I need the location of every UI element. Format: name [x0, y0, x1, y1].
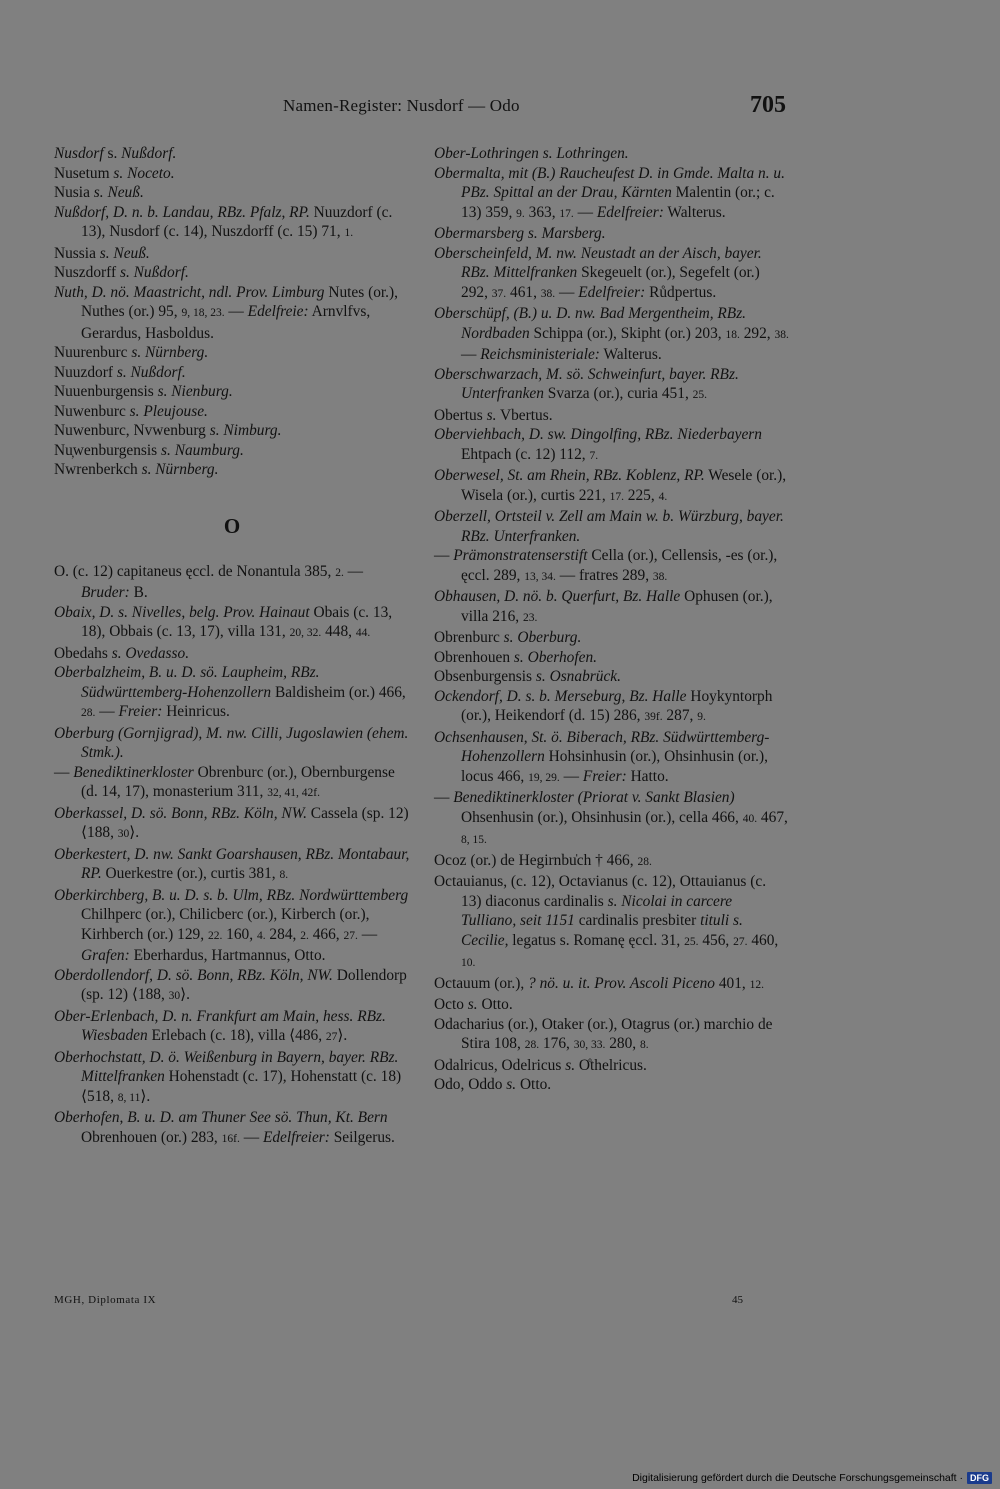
- register-entry: Oberdollendorf, D. sö. Bonn, RBz. Köln, NW. Dollendorp (sp. 12) ⟨188, 30⟩.: [54, 966, 407, 1003]
- register-entry: Octauum (or.), ? nö. u. it. Prov. Ascoli Piceno 401, 12.: [434, 974, 764, 992]
- register-entry: O. (c. 12) capitaneus ęccl. de Nonantula 385, 2. — Bruder: B.: [54, 562, 364, 601]
- register-entry: — Benediktinerkloster Obrenburc (or.), Obernburgense (d. 14, 17), monasterium 311, 32, 41, 42f.: [54, 763, 395, 800]
- register-entry: Nu̦wenburgensis s. Naumburg.: [54, 441, 244, 459]
- register-entry: Nussia s. Neuß.: [54, 244, 150, 262]
- entry-list-n: [54, 144, 410, 480]
- register-entry: — Benediktinerkloster (Priorat v. Sankt Blasien) Ohsenhusin (or.), Ohsinhusin (or.), cella 466, 40. 467, 8, 15.: [434, 789, 788, 846]
- register-entry: Octauianus, (c. 12), Octavianus (c. 12), Ottauianus (c. 13) diaconus cardinalis s. Nicolai in carcere Tulliano, seit 1151 cardinalis presbiter tituli s. Cecilie, legatus s. Romanę ęccl. 31, 25. 456, 27. 460, 10.: [434, 873, 779, 969]
- register-entry: Nuszdorff s. Nußdorf.: [54, 264, 189, 281]
- register-entry: Obrenhouen s. Oberhofen.: [434, 648, 597, 666]
- register-entry: Nwrenberkch s. Nürnberg.: [54, 461, 219, 478]
- register-entry: Obermarsberg s. Marsberg.: [434, 225, 606, 242]
- register-entry: Odalricus, Odelricus s. O̊thelricus.: [434, 1056, 647, 1074]
- register-entry: Obhausen, D. nö. b. Querfurt, Bz. Halle Ophusen (or.), villa 216, 23.: [434, 588, 773, 625]
- register-entry: Nusia s. Neuß.: [54, 184, 144, 201]
- page-number: 705: [750, 92, 786, 118]
- register-entry: Oberkirchberg, B. u. D. s. b. Ulm, RBz. Nordwürttemberg Chilhperc (or.), Chilicberc (or.), Kirberch (or.), Kirhberch (or.) 129, 22. 160, 4. 284, 2. 466, 27. — Grafen: Eberhardus, Hartmannus, Otto.: [54, 886, 409, 964]
- right-column: [434, 144, 790, 1095]
- dfg-logo-icon: DFG: [967, 1472, 992, 1484]
- register-entry: Odacharius (or.), Otaker (or.), Otagrus (or.) marchio de Stira 108, 28. 176, 30, 33. 280, 8.: [434, 1015, 773, 1052]
- entry-list-o-continued: [434, 144, 790, 1095]
- register-entry: Oberhochstatt, D. ö. Weißenburg in Bayern, bayer. RBz. Mittelfranken Hohenstadt (c. 17), Hohenstatt (c. 18) ⟨518, 8, 11⟩.: [54, 1048, 402, 1105]
- register-entry: Obsenburgensis s. Osnabrück.: [434, 668, 621, 685]
- register-entry: Ocoz (or.) de Hegirnbu̍ch † 466, 28.: [434, 851, 652, 869]
- register-entry: Nusetum s. Noceto.: [54, 164, 175, 182]
- register-entry: Nuurenburc s. Nürnberg.: [54, 344, 209, 361]
- register-entry: Nuuenburgensis s. Nienburg.: [54, 383, 233, 400]
- entry-list-o: [54, 562, 410, 1150]
- page-header: [0, 92, 1000, 132]
- footer-series: MGH, Diplomata IX: [54, 1294, 157, 1306]
- register-entry: Obedahs s. Ovedasso.: [54, 644, 190, 662]
- register-entry: Oberschüpf, (B.) u. D. nw. Bad Mergentheim, RBz. Nordbaden Schippa (or.), Skipht (or.) 203, 18. 292, 38. — Reichsministeriale: Walterus.: [434, 305, 789, 363]
- dfg-banner: [632, 1470, 992, 1486]
- register-entry: — Prämonstratenserstift Cella (or.), Cellensis, -es (or.), ęccl. 289, 13, 34. — fratres 289, 38.: [434, 547, 778, 584]
- register-entry: Nuwenburc, Nvwenburg s. Nimburg.: [54, 422, 282, 439]
- register-entry: Ochsenhausen, St. ö. Biberach, RBz. Südwürttemberg-Hohenzollern Hohsinhusin (or.), Ohsinhusin (or.), locus 466, 19, 29. — Freier: Hatto.: [434, 728, 770, 785]
- register-entry: Nusdorf s. Nußdorf.: [54, 145, 177, 162]
- register-entry: Oberscheinfeld, M. nw. Neustadt an der Aisch, bayer. RBz. Mittelfranken Skegeuelt (or.), Segefelt (or.) 292, 37. 461, 38. — Edelfreier: Růdpertus.: [434, 244, 762, 301]
- register-entry: Oberhofen, B. u. D. am Thuner See sö. Thun, Kt. Bern Obrenhouen (or.) 283, 16f. — Edelfreier: Seilgerus.: [54, 1109, 395, 1146]
- register-entry: Nuth, D. nö. Maastricht, ndl. Prov. Limburg Nutes (or.), Nuthes (or.) 95, 9, 18, 23. — Edelfreie: Arnvlfvs, Gerardus, Hasboldus.: [54, 283, 399, 342]
- register-entry: Ober-Erlenbach, D. n. Frankfurt am Main, hess. RBz. Wiesbaden Erlebach (c. 18), villa ⟨486, 27⟩.: [54, 1007, 386, 1044]
- register-entry: Oberschwarzach, M. sö. Schweinfurt, bayer. RBz. Unterfranken Svarza (or.), curia 451, 25.: [434, 365, 739, 402]
- register-entry: Obaix, D. s. Nivelles, belg. Prov. Hainaut Obais (c. 13, 18), Obbais (c. 13, 17), villa 131, 20, 32. 448, 44.: [54, 603, 393, 640]
- register-entry: Oberbalzheim, B. u. D. sö. Laupheim, RBz. Südwürttemberg-Hohenzollern Baldisheim (or.) 466, 28. — Freier: Heinricus.: [54, 664, 406, 720]
- register-entry: Ober-Lothringen s. Lothringen.: [434, 145, 629, 162]
- register-entry: Octo s. Otto.: [434, 996, 513, 1013]
- register-entry: Nuwenburc s. Pleujouse.: [54, 402, 208, 420]
- register-entry: Obertus s. Vbertus.: [434, 406, 553, 424]
- left-column: [54, 144, 410, 1149]
- register-entry: Oberzell, Ortsteil v. Zell am Main w. b. Würzburg, bayer. RBz. Unterfranken.: [434, 508, 784, 545]
- register-entry: Oberviehbach, D. sw. Dingolfing, RBz. Niederbayern Ehtpach (c. 12) 112, 7.: [434, 426, 762, 463]
- running-title: Namen-Register: Nusdorf — Odo: [283, 96, 520, 115]
- footer-signature: 45: [732, 1294, 743, 1306]
- register-entry: Nuuzdorf s. Nußdorf.: [54, 363, 186, 381]
- register-entry: Oberwesel, St. am Rhein, RBz. Koblenz, RP. Wesele (or.), Wisela (or.), curtis 221, 17. 225, 4.: [434, 467, 787, 504]
- register-entry: Ockendorf, D. s. b. Merseburg, Bz. Halle Hoykyntorph (or.), Heikendorf (d. 15) 286, 39f. 287, 9.: [434, 687, 773, 724]
- register-entry: Odo, Oddo s. Otto.: [434, 1076, 552, 1093]
- register-entry: Oberkassel, D. sö. Bonn, RBz. Köln, NW. Cassela (sp. 12) ⟨188, 30⟩.: [54, 804, 409, 841]
- section-letter: O: [223, 513, 241, 538]
- register-entry: Obermalta, mit (B.) Raucheufest D. in Gmde. Malta n. u. PBz. Spittal an der Drau, Kärnten Malentin (or.; c. 13) 359, 9. 363, 17. — Edelfreier: Walterus.: [434, 164, 785, 221]
- register-entry: Obrenburc s. Oberburg.: [434, 629, 582, 646]
- register-entry: Oberburg (Gornjigrad), M. nw. Cilli, Jugoslawien (ehem. Stmk.).: [54, 724, 409, 761]
- register-entry: Oberkestert, D. nw. Sankt Goarshausen, RBz. Montabaur, RP. Ouerkestre (or.), curtis 381, 8.: [54, 845, 410, 882]
- register-entry: Nußdorf, D. n. b. Landau, RBz. Pfalz, RP. Nuuzdorf (c. 13), Nusdorf (c. 14), Nuszdorff (c. 15) 71, 1.: [54, 203, 393, 240]
- dfg-banner-text: Digitalisierung gefördert durch die Deutsche Forschungsgemeinschaft ·: [632, 1472, 963, 1484]
